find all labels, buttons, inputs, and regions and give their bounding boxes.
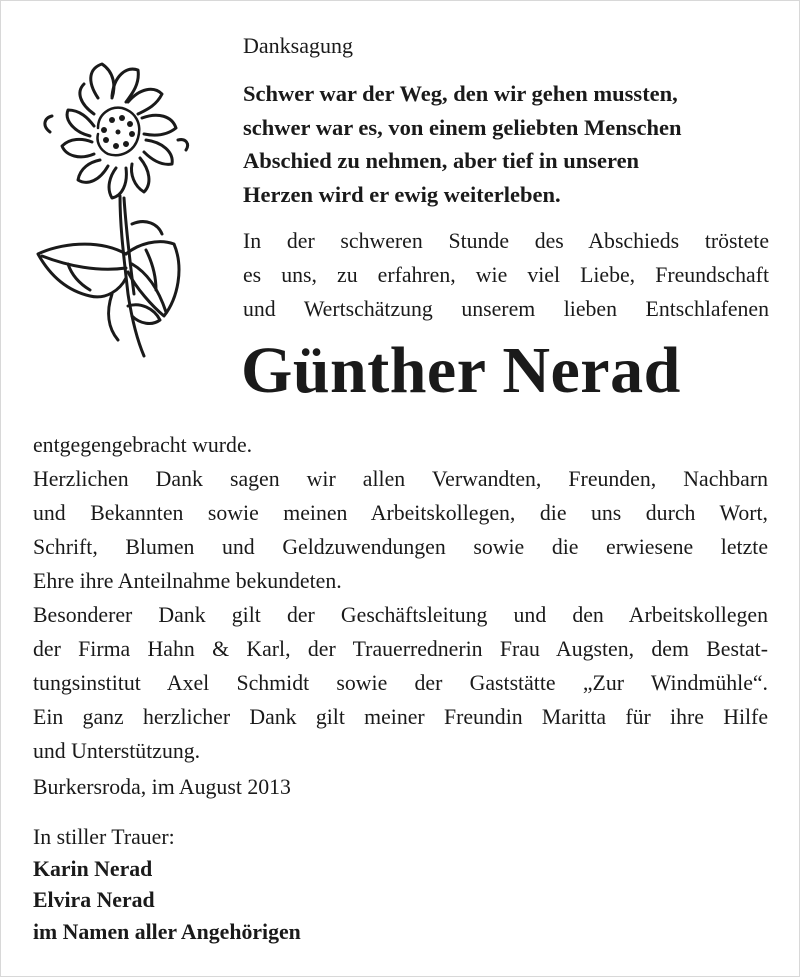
body-line: Herzlichen Dank sagen wir allen Verwandten, Freunden, Nachbarn [33,467,768,491]
body-line: Besonderer Dank gilt der Geschäftsleitung und den Arbeitskollegen [33,603,768,627]
signature-intro: In stiller Trauer: [33,825,175,849]
body-line: Ehre ihre Anteilnahme bekundeten. [33,569,342,593]
notice-heading: Danksagung [243,33,353,58]
signature-name: Karin Nerad [33,856,153,881]
quote-block [243,77,783,211]
sunflower-icon [28,58,218,358]
intro-line: und Wertschätzung unserem lieben Entschlafenen [243,297,769,321]
quote-line: Herzen wird er ewig weiterleben. [243,181,561,207]
body-line: und Bekannten sowie meinen Arbeitskollegen, die uns durch Wort, [33,501,768,525]
quote-line: Abschied zu nehmen, aber tief in unseren [243,148,640,173]
deceased-name: Günther Nerad [241,334,681,407]
quote-line: schwer war es, von einem geliebten Menschen [243,114,682,140]
signature-name: Elvira Nerad [33,888,155,912]
place-date: Burkersroda, im August 2013 [33,775,291,799]
thanks-paragraph [33,428,768,768]
intro-line: In der schweren Stunde des Abschieds tröstete [243,229,769,253]
intro-paragraph [243,224,769,326]
signature-block [33,822,301,948]
signature-name: im Namen aller Angehörigen [33,919,301,944]
body-line: und Unterstützung. [33,739,201,763]
body-line: Ein ganz herzlicher Dank gilt meiner Freundin Maritta für ihre Hilfe [33,705,768,729]
body-line: tungsinstitut Axel Schmidt sowie der Gaststätte „Zur Windmühle“. [33,671,768,695]
body-line: entgegengebracht wurde. [33,433,253,457]
body-line: Schrift, Blumen und Geldzuwendungen sowie die erwiesene letzte [33,535,768,559]
body-line: der Firma Hahn & Karl, der Trauerrednerin Frau Augsten, dem Bestat- [33,637,768,661]
intro-line: es uns, zu erfahren, wie viel Liebe, Freundschaft [243,263,769,287]
quote-line: Schwer war der Weg, den wir gehen mussten, [243,81,678,106]
